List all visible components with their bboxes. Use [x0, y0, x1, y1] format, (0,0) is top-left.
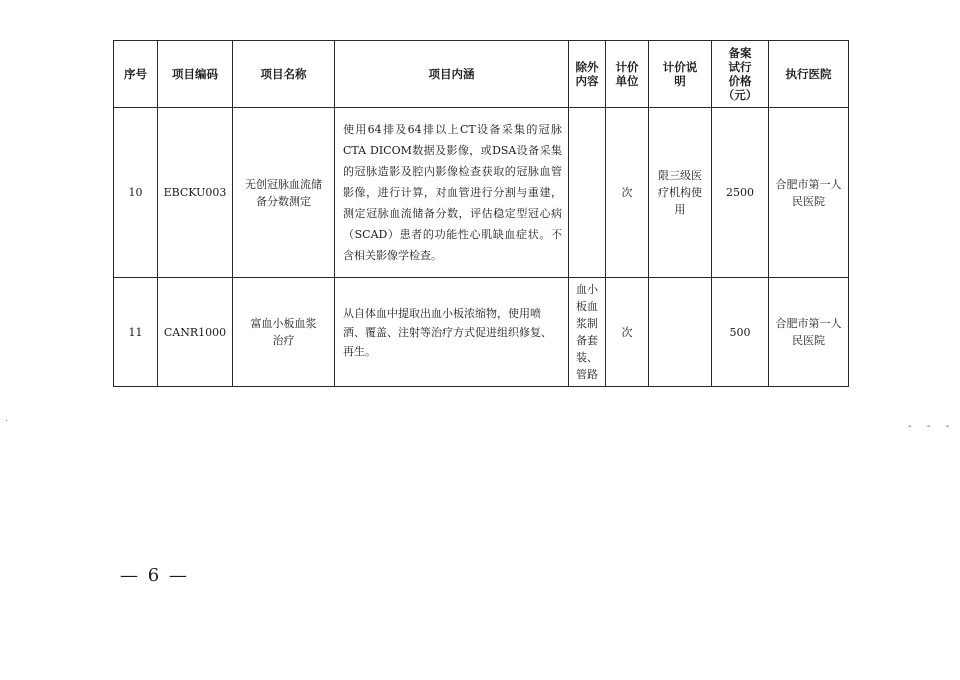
cell-unit: 次: [606, 278, 649, 387]
header-code: 项目编码: [158, 41, 233, 108]
header-unit: 计价 单位: [606, 41, 649, 108]
cell-hospital: 合肥市第一人民医院: [769, 108, 849, 278]
cell-content: 使用64排及64排以上CT设备采集的冠脉CTA DICOM数据及影像，或DSA设备采集的冠脉造影及腔内影像检查获取的冠脉血管影像，进行计算，对血管进行分割与重建，测定冠脉血流储备分数，评估稳定型冠心病（SCAD）患者的功能性心肌缺血症状。不含相关影像学检查。: [335, 108, 569, 278]
scan-dot: [6, 420, 7, 421]
cell-unit: 次: [606, 108, 649, 278]
page-number: — 6 —: [120, 565, 189, 586]
header-name: 项目名称: [233, 41, 335, 108]
cell-code: EBCKU003: [158, 108, 233, 278]
cell-name: 无创冠脉血流储备分数测定: [233, 108, 335, 278]
cell-seq: 10: [114, 108, 158, 278]
cell-name: 富血小板血浆治疗: [233, 278, 335, 387]
header-price: 备案 试行 价格 （元）: [712, 41, 769, 108]
header-hospital: 执行医院: [769, 41, 849, 108]
cell-pricing-note: [649, 278, 712, 387]
header-content: 项目内涵: [335, 41, 569, 108]
table-row: [114, 108, 849, 278]
cell-pricing-note: 限三级医疗机构使用: [649, 108, 712, 278]
cell-code: CANR1000: [158, 278, 233, 387]
cell-hospital: 合肥市第一人民医院: [769, 278, 849, 387]
table-header-row: [114, 41, 849, 108]
cell-excluded: 血小板血浆制备套装、管路: [569, 278, 606, 387]
cell-seq: 11: [114, 278, 158, 387]
table-row: [114, 278, 849, 387]
cell-price: 2500: [712, 108, 769, 278]
header-seq: 序号: [114, 41, 158, 108]
cell-excluded: [569, 108, 606, 278]
edge-mark: - - -: [908, 421, 956, 432]
pricing-table: [113, 40, 849, 387]
cell-price: 500: [712, 278, 769, 387]
header-excluded: 除外 内容: [569, 41, 606, 108]
cell-content: 从自体血中提取出血小板浓缩物，使用喷洒、覆盖、注射等治疗方式促进组织修复、再生。: [335, 278, 569, 387]
header-pricing-note: 计价说 明: [649, 41, 712, 108]
